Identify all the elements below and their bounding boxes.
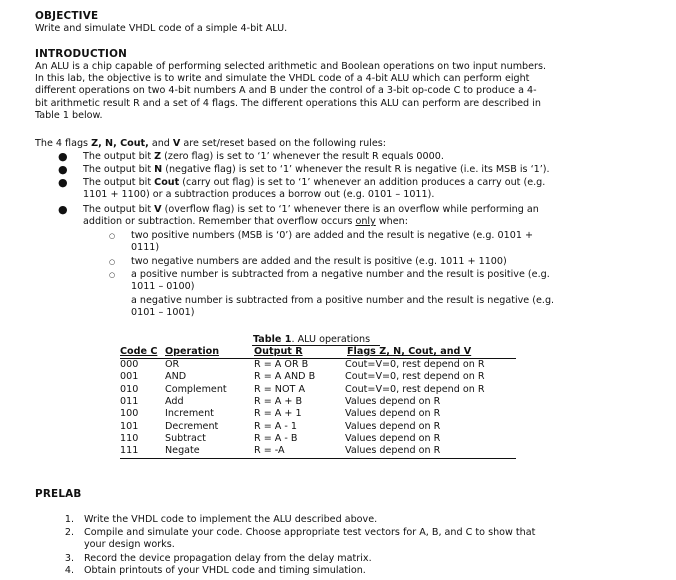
flags-intro-bold: V: [172, 138, 181, 149]
sub-bullet-text: a positive number is subtracted from a negative number and the result is positive (e.g. 1011 – 0100): [131, 269, 550, 293]
flags-intro-text: are set/reset based on the following rules:: [180, 138, 387, 149]
cell-operation: Complement: [165, 383, 227, 395]
cell-output: R = NOT A: [254, 383, 306, 395]
cell-operation: Negate: [165, 445, 200, 457]
introduction-paragraph: [35, 61, 595, 122]
cell-code: 111: [120, 445, 139, 457]
bullet-text: The output bit V (overflow flag) is set to ‘1’ whenever there is an overflow while performing an addition or subtraction. Remember that overflow occurs only when:: [83, 204, 539, 228]
sub-bullet-text: two positive numbers (MSB is ‘0’) are added and the result is negative (e.g. 0101 + 0111): [131, 230, 534, 254]
list-number: 3.: [64, 553, 74, 564]
circle-bullet-icon: ○: [109, 271, 116, 279]
bullet-icon: ●: [58, 176, 68, 189]
intro-line: bit arithmetic result R and a set of 4 flags. The different operations this ALU can perform are described in: [35, 97, 541, 109]
sub-bullet-text: two negative numbers are added and the result is positive (e.g. 1011 + 1100): [131, 256, 507, 267]
flags-intro-text: The 4 flags: [35, 138, 92, 149]
cell-flags: Values depend on R: [345, 420, 441, 432]
col-header-operation: Operation: [165, 346, 220, 357]
sub-bullet-text: a negative number is subtracted from a positive number and the result is negative (e.g. 0101 – 1001): [131, 295, 555, 319]
circle-bullet-icon: ○: [109, 258, 116, 266]
cell-output: R = A + B: [254, 395, 303, 407]
flags-intro-text: and: [148, 138, 173, 149]
cell-operation: OR: [165, 359, 180, 370]
list-text: Obtain printouts of your VHDL code and timing simulation.: [84, 565, 366, 576]
cell-output: R = A OR B: [254, 359, 309, 370]
cell-flags: Values depend on R: [345, 408, 441, 420]
cell-output: R = A AND B: [254, 371, 316, 383]
intro-line: different operations on two 4-bit numbers A and B under the control of a 3-bit op-code C to produce a 4-: [35, 85, 537, 97]
bullet-icon: ●: [58, 150, 68, 163]
cell-operation: Add: [165, 395, 184, 407]
table-bottom-rule: [120, 458, 516, 459]
bullet-text: The output bit Z (zero flag) is set to ‘1’ whenever the result R equals 0000.: [83, 151, 444, 162]
cell-flags: Values depend on R: [345, 432, 441, 444]
objective-text: Write and simulate VHDL code of a simple 4-bit ALU.: [35, 23, 288, 34]
circle-bullet-icon: ○: [109, 232, 116, 240]
bullet-text: The output bit Cout (carry out flag) is set to ‘1’ whenever an addition produces a carry out (e.g. 1101 + 1100) or a subtraction produces a borrow out (e.g. 0101 – 1011).: [83, 177, 546, 201]
col-header-output: Output R: [254, 346, 303, 357]
cell-code: 001: [120, 371, 139, 383]
cell-flags: Cout=V=0, rest depend on R: [345, 383, 485, 395]
list-number: 1.: [64, 514, 74, 525]
cell-code: 110: [120, 432, 139, 444]
col-header-code: Code C: [120, 346, 158, 357]
cell-output: R = A + 1: [254, 408, 302, 420]
cell-operation: Decrement: [165, 420, 219, 432]
cell-code: 010: [120, 383, 139, 395]
bullet-icon: ●: [58, 203, 68, 216]
list-text: Compile and simulate your code. Choose appropriate test vectors for A, B, and C to show that your design works.: [84, 527, 536, 551]
prelab-heading: PRELAB: [35, 488, 82, 500]
bullet-icon: ●: [58, 163, 68, 176]
list-number: 2.: [64, 527, 74, 538]
flags-intro-bold: Z, N, Cout,: [91, 138, 149, 149]
list-text: Record the device propagation delay from the delay matrix.: [84, 553, 372, 564]
table-caption: Table 1. ALU operations: [253, 334, 371, 345]
cell-operation: Subtract: [165, 432, 206, 444]
cell-code: 011: [120, 395, 139, 407]
cell-flags: Cout=V=0, rest depend on R: [345, 371, 485, 383]
cell-flags: Values depend on R: [345, 395, 441, 407]
intro-line: An ALU is a chip capable of performing selected arithmetic and Boolean operations on two input numbers.: [35, 61, 547, 72]
list-text: Write the VHDL code to implement the ALU described above.: [84, 514, 378, 525]
introduction-heading: INTRODUCTION: [35, 48, 128, 60]
cell-operation: AND: [165, 371, 187, 383]
cell-code: 100: [120, 408, 139, 420]
cell-output: R = A - B: [254, 432, 298, 444]
cell-output: R = A - 1: [254, 420, 298, 432]
cell-flags: Cout=V=0, rest depend on R: [345, 359, 485, 370]
cell-code: 000: [120, 359, 139, 370]
cell-operation: Increment: [165, 408, 214, 420]
list-number: 4.: [64, 565, 74, 576]
flags-intro: [35, 138, 386, 150]
cell-flags: Values depend on R: [345, 445, 441, 457]
intro-line: In this lab, the objective is to write and simulate the VHDL code of a 4-bit ALU which can perform eight: [35, 73, 530, 85]
bullet-text: The output bit N (negative flag) is set to ‘1’ whenever the result R is negative (i.e. its MSB is ‘1’).: [83, 164, 550, 175]
intro-line: Table 1 below.: [35, 109, 103, 121]
cell-code: 101: [120, 420, 139, 432]
col-header-flags: Flags Z, N, Cout, and V: [347, 346, 472, 357]
cell-output: R = -A: [254, 445, 285, 457]
objective-heading: OBJECTIVE: [35, 10, 99, 22]
